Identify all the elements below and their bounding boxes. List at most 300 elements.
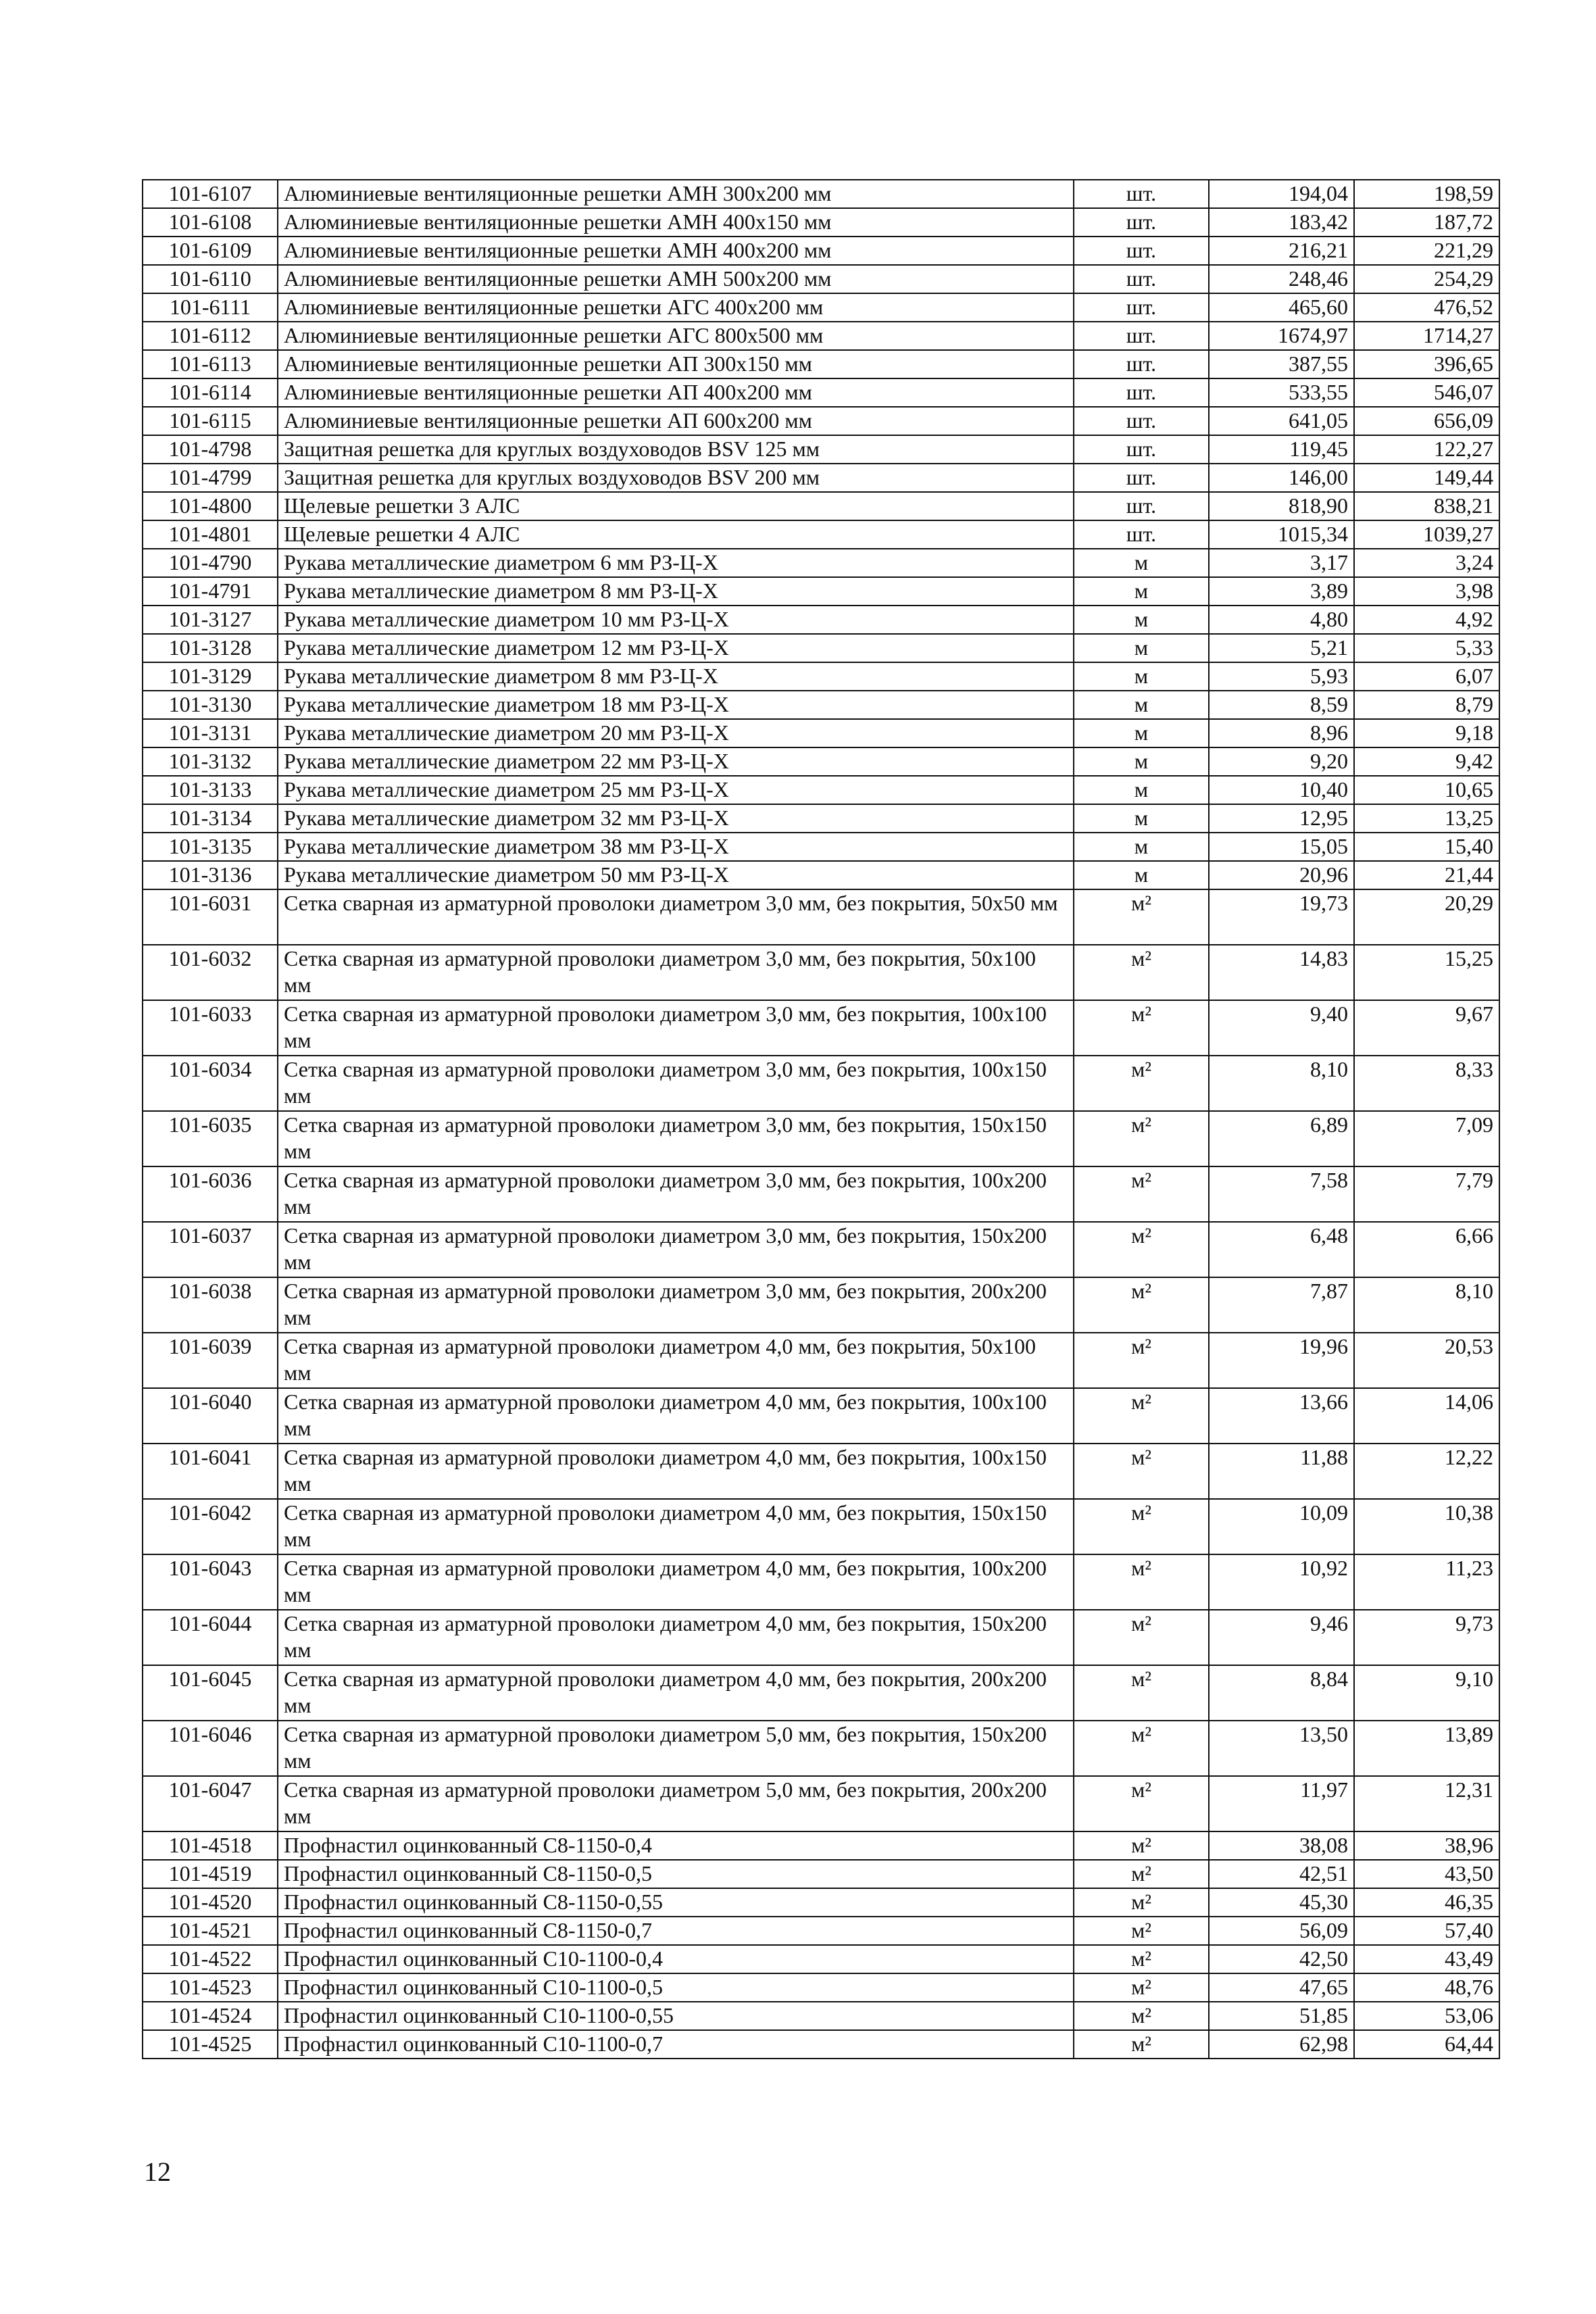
table-row	[143, 1945, 1499, 1973]
unit-cell: м²	[1074, 1388, 1209, 1444]
item-code-cell: 101-6115	[143, 407, 278, 435]
price-1-cell: 146,00	[1209, 464, 1354, 492]
price-1-cell: 641,05	[1209, 407, 1354, 435]
item-name-cell: Сетка сварная из арматурной проволоки диаметром 3,0 мм, без покрытия, 100x100 мм	[278, 1000, 1074, 1056]
price-1-cell: 4,80	[1209, 606, 1354, 634]
price-2-cell: 8,79	[1354, 691, 1499, 719]
item-name-cell: Защитная решетка для круглых воздуховодов BSV 200 мм	[278, 464, 1074, 492]
item-code-cell: 101-4522	[143, 1945, 278, 1973]
table-row	[143, 180, 1499, 208]
unit-cell: шт.	[1074, 180, 1209, 208]
table-row	[143, 2030, 1499, 2059]
unit-cell: м	[1074, 719, 1209, 747]
item-code-cell: 101-4524	[143, 2002, 278, 2030]
table-row	[143, 1277, 1499, 1333]
unit-cell: шт.	[1074, 520, 1209, 549]
item-code-cell: 101-6035	[143, 1111, 278, 1166]
price-2-cell: 11,23	[1354, 1554, 1499, 1610]
table-row	[143, 1333, 1499, 1388]
unit-cell: м²	[1074, 1222, 1209, 1277]
unit-cell: м²	[1074, 1973, 1209, 2002]
page-number: 12	[144, 2157, 171, 2187]
item-name-cell: Алюминиевые вентиляционные решетки АМН 300х200 мм	[278, 180, 1074, 208]
price-2-cell: 6,66	[1354, 1222, 1499, 1277]
price-2-cell: 9,42	[1354, 747, 1499, 776]
item-name-cell: Защитная решетка для круглых воздуховодов BSV 125 мм	[278, 435, 1074, 464]
price-1-cell: 15,05	[1209, 833, 1354, 861]
price-1-cell: 216,21	[1209, 237, 1354, 265]
table-row	[143, 691, 1499, 719]
table-row	[143, 1111, 1499, 1166]
unit-cell: м²	[1074, 1665, 1209, 1721]
item-code-cell: 101-4521	[143, 1917, 278, 1945]
item-name-cell: Алюминиевые вентиляционные решетки АП 600x200 мм	[278, 407, 1074, 435]
item-name-cell: Щелевые решетки 3 АЛС	[278, 492, 1074, 520]
price-2-cell: 4,92	[1354, 606, 1499, 634]
unit-cell: м²	[1074, 1333, 1209, 1388]
price-2-cell: 38,96	[1354, 1831, 1499, 1860]
price-2-cell: 48,76	[1354, 1973, 1499, 2002]
unit-cell: м	[1074, 634, 1209, 662]
item-name-cell: Рукава металлические диаметром 10 мм РЗ-Ц-Х	[278, 606, 1074, 634]
price-1-cell: 7,58	[1209, 1166, 1354, 1222]
item-name-cell: Сетка сварная из арматурной проволоки диаметром 4,0 мм, без покрытия, 100x100 мм	[278, 1388, 1074, 1444]
price-1-cell: 45,30	[1209, 1888, 1354, 1917]
price-2-cell: 20,53	[1354, 1333, 1499, 1388]
table-row	[143, 1973, 1499, 2002]
price-2-cell: 221,29	[1354, 237, 1499, 265]
item-name-cell: Профнастил оцинкованный С8-1150-0,55	[278, 1888, 1074, 1917]
price-1-cell: 20,96	[1209, 861, 1354, 889]
price-2-cell: 254,29	[1354, 265, 1499, 293]
unit-cell: м²	[1074, 1945, 1209, 1973]
price-2-cell: 3,98	[1354, 577, 1499, 606]
price-1-cell: 14,83	[1209, 945, 1354, 1000]
item-code-cell: 101-6032	[143, 945, 278, 1000]
item-code-cell: 101-6111	[143, 293, 278, 322]
item-code-cell: 101-3129	[143, 662, 278, 691]
item-code-cell: 101-4801	[143, 520, 278, 549]
item-code-cell: 101-6033	[143, 1000, 278, 1056]
price-2-cell: 9,10	[1354, 1665, 1499, 1721]
price-2-cell: 9,73	[1354, 1610, 1499, 1665]
price-1-cell: 8,59	[1209, 691, 1354, 719]
item-name-cell: Алюминиевые вентиляционные решетки АГС 800x500 мм	[278, 322, 1074, 350]
table-row	[143, 350, 1499, 378]
item-code-cell: 101-3133	[143, 776, 278, 804]
item-name-cell: Сетка сварная из арматурной проволоки диаметром 5,0 мм, без покрытия, 200x200 мм	[278, 1776, 1074, 1831]
unit-cell: шт.	[1074, 407, 1209, 435]
item-name-cell: Алюминиевые вентиляционные решетки АГС 400x200 мм	[278, 293, 1074, 322]
price-1-cell: 62,98	[1209, 2030, 1354, 2059]
unit-cell: м²	[1074, 1721, 1209, 1776]
item-name-cell: Рукава металлические диаметром 22 мм РЗ-Ц-Х	[278, 747, 1074, 776]
price-2-cell: 13,25	[1354, 804, 1499, 833]
table-row	[143, 776, 1499, 804]
price-1-cell: 5,93	[1209, 662, 1354, 691]
item-code-cell: 101-4523	[143, 1973, 278, 2002]
table-row	[143, 1444, 1499, 1499]
unit-cell: шт.	[1074, 350, 1209, 378]
price-2-cell: 396,65	[1354, 350, 1499, 378]
price-1-cell: 12,95	[1209, 804, 1354, 833]
item-name-cell: Сетка сварная из арматурной проволоки диаметром 5,0 мм, без покрытия, 150x200 мм	[278, 1721, 1074, 1776]
item-code-cell: 101-3128	[143, 634, 278, 662]
price-1-cell: 1674,97	[1209, 322, 1354, 350]
unit-cell: м²	[1074, 1166, 1209, 1222]
item-name-cell: Рукава металлические диаметром 12 мм РЗ-Ц-Х	[278, 634, 1074, 662]
price-1-cell: 1015,34	[1209, 520, 1354, 549]
item-code-cell: 101-6040	[143, 1388, 278, 1444]
table-row	[143, 606, 1499, 634]
item-code-cell: 101-6045	[143, 1665, 278, 1721]
item-code-cell: 101-4790	[143, 549, 278, 577]
table-row	[143, 293, 1499, 322]
item-name-cell: Рукава металлические диаметром 18 мм РЗ-Ц-Х	[278, 691, 1074, 719]
item-code-cell: 101-3130	[143, 691, 278, 719]
table-row	[143, 634, 1499, 662]
price-2-cell: 546,07	[1354, 378, 1499, 407]
table-row	[143, 1166, 1499, 1222]
unit-cell: шт.	[1074, 435, 1209, 464]
price-1-cell: 6,48	[1209, 1222, 1354, 1277]
item-code-cell: 101-6038	[143, 1277, 278, 1333]
unit-cell: м²	[1074, 2002, 1209, 2030]
table-row	[143, 889, 1499, 945]
price-1-cell: 47,65	[1209, 1973, 1354, 2002]
table-row	[143, 577, 1499, 606]
item-name-cell: Щелевые решетки 4 АЛС	[278, 520, 1074, 549]
unit-cell: м	[1074, 691, 1209, 719]
table-row	[143, 1860, 1499, 1888]
price-2-cell: 149,44	[1354, 464, 1499, 492]
table-row	[143, 1056, 1499, 1111]
unit-cell: м	[1074, 549, 1209, 577]
table-row	[143, 1222, 1499, 1277]
table-row	[143, 322, 1499, 350]
unit-cell: м²	[1074, 1277, 1209, 1333]
unit-cell: м²	[1074, 1917, 1209, 1945]
table-row	[143, 747, 1499, 776]
unit-cell: м²	[1074, 1056, 1209, 1111]
item-code-cell: 101-4518	[143, 1831, 278, 1860]
item-name-cell: Профнастил оцинкованный С10-1100-0,4	[278, 1945, 1074, 1973]
table-row	[143, 1831, 1499, 1860]
unit-cell: м²	[1074, 1831, 1209, 1860]
table-row	[143, 1388, 1499, 1444]
unit-cell: шт.	[1074, 378, 1209, 407]
item-code-cell: 101-6113	[143, 350, 278, 378]
item-code-cell: 101-3135	[143, 833, 278, 861]
price-2-cell: 1714,27	[1354, 322, 1499, 350]
price-2-cell: 7,09	[1354, 1111, 1499, 1166]
item-code-cell: 101-3132	[143, 747, 278, 776]
price-2-cell: 13,89	[1354, 1721, 1499, 1776]
table-row	[143, 1665, 1499, 1721]
unit-cell: шт.	[1074, 464, 1209, 492]
item-name-cell: Профнастил оцинкованный С10-1100-0,5	[278, 1973, 1074, 2002]
price-2-cell: 43,50	[1354, 1860, 1499, 1888]
item-name-cell: Сетка сварная из арматурной проволоки диаметром 4,0 мм, без покрытия, 200x200 мм	[278, 1665, 1074, 1721]
table-row	[143, 719, 1499, 747]
price-table	[142, 179, 1500, 2059]
price-2-cell: 5,33	[1354, 634, 1499, 662]
item-name-cell: Рукава металлические диаметром 50 мм РЗ-Ц-Х	[278, 861, 1074, 889]
table-row	[143, 861, 1499, 889]
item-name-cell: Алюминиевые вентиляционные решетки АМН 400x200 мм	[278, 237, 1074, 265]
price-2-cell: 14,06	[1354, 1388, 1499, 1444]
item-code-cell: 101-6036	[143, 1166, 278, 1222]
price-1-cell: 7,87	[1209, 1277, 1354, 1333]
item-name-cell: Профнастил оцинкованный С10-1100-0,55	[278, 2002, 1074, 2030]
price-2-cell: 187,72	[1354, 208, 1499, 237]
item-code-cell: 101-6107	[143, 180, 278, 208]
price-2-cell: 8,33	[1354, 1056, 1499, 1111]
price-1-cell: 42,50	[1209, 1945, 1354, 1973]
item-name-cell: Рукава металлические диаметром 8 мм РЗ-Ц-Х	[278, 662, 1074, 691]
unit-cell: м²	[1074, 945, 1209, 1000]
unit-cell: шт.	[1074, 208, 1209, 237]
price-2-cell: 122,27	[1354, 435, 1499, 464]
item-name-cell: Рукава металлические диаметром 38 мм РЗ-Ц-Х	[278, 833, 1074, 861]
item-code-cell: 101-4799	[143, 464, 278, 492]
item-code-cell: 101-6047	[143, 1776, 278, 1831]
price-1-cell: 10,92	[1209, 1554, 1354, 1610]
unit-cell: м²	[1074, 1776, 1209, 1831]
price-1-cell: 6,89	[1209, 1111, 1354, 1166]
item-name-cell: Алюминиевые вентиляционные решетки АМН 500x200 мм	[278, 265, 1074, 293]
item-code-cell: 101-6109	[143, 237, 278, 265]
unit-cell: м²	[1074, 1444, 1209, 1499]
item-code-cell: 101-6039	[143, 1333, 278, 1388]
item-name-cell: Профнастил оцинкованный С8-1150-0,4	[278, 1831, 1074, 1860]
table-row	[143, 804, 1499, 833]
item-code-cell: 101-6042	[143, 1499, 278, 1554]
table-row	[143, 407, 1499, 435]
item-code-cell: 101-4791	[143, 577, 278, 606]
price-2-cell: 12,31	[1354, 1776, 1499, 1831]
price-1-cell: 9,46	[1209, 1610, 1354, 1665]
price-1-cell: 10,40	[1209, 776, 1354, 804]
price-1-cell: 38,08	[1209, 1831, 1354, 1860]
price-2-cell: 12,22	[1354, 1444, 1499, 1499]
item-code-cell: 101-3136	[143, 861, 278, 889]
item-code-cell: 101-3131	[143, 719, 278, 747]
item-name-cell: Профнастил оцинкованный С8-1150-0,7	[278, 1917, 1074, 1945]
unit-cell: м²	[1074, 1610, 1209, 1665]
price-2-cell: 7,79	[1354, 1166, 1499, 1222]
table-row	[143, 265, 1499, 293]
price-1-cell: 13,50	[1209, 1721, 1354, 1776]
price-2-cell: 64,44	[1354, 2030, 1499, 2059]
price-2-cell: 10,65	[1354, 776, 1499, 804]
price-table-body	[143, 180, 1499, 2059]
table-row	[143, 2002, 1499, 2030]
item-name-cell: Алюминиевые вентиляционные решетки АМН 400x150 мм	[278, 208, 1074, 237]
table-row	[143, 1554, 1499, 1610]
unit-cell: м²	[1074, 1499, 1209, 1554]
item-name-cell: Рукава металлические диаметром 25 мм РЗ-Ц-Х	[278, 776, 1074, 804]
item-code-cell: 101-6043	[143, 1554, 278, 1610]
price-2-cell: 10,38	[1354, 1499, 1499, 1554]
item-name-cell: Сетка сварная из арматурной проволоки диаметром 3,0 мм, без покрытия, 50x50 мм	[278, 889, 1074, 945]
item-name-cell: Профнастил оцинкованный С10-1100-0,7	[278, 2030, 1074, 2059]
price-1-cell: 42,51	[1209, 1860, 1354, 1888]
item-name-cell: Рукава металлические диаметром 8 мм РЗ-Ц-Х	[278, 577, 1074, 606]
price-2-cell: 1039,27	[1354, 520, 1499, 549]
item-name-cell: Рукава металлические диаметром 20 мм РЗ-Ц-Х	[278, 719, 1074, 747]
item-code-cell: 101-6046	[143, 1721, 278, 1776]
price-1-cell: 8,84	[1209, 1665, 1354, 1721]
unit-cell: м	[1074, 833, 1209, 861]
item-name-cell: Сетка сварная из арматурной проволоки диаметром 4,0 мм, без покрытия, 150x200 мм	[278, 1610, 1074, 1665]
item-code-cell: 101-6034	[143, 1056, 278, 1111]
table-row	[143, 1499, 1499, 1554]
table-row	[143, 492, 1499, 520]
table-row	[143, 1610, 1499, 1665]
price-2-cell: 3,24	[1354, 549, 1499, 577]
unit-cell: м	[1074, 861, 1209, 889]
item-code-cell: 101-6112	[143, 322, 278, 350]
item-code-cell: 101-6114	[143, 378, 278, 407]
price-2-cell: 838,21	[1354, 492, 1499, 520]
table-row	[143, 464, 1499, 492]
price-2-cell: 43,49	[1354, 1945, 1499, 1973]
item-code-cell: 101-3127	[143, 606, 278, 634]
price-2-cell: 20,29	[1354, 889, 1499, 945]
price-1-cell: 5,21	[1209, 634, 1354, 662]
price-1-cell: 119,45	[1209, 435, 1354, 464]
price-2-cell: 9,67	[1354, 1000, 1499, 1056]
item-name-cell: Сетка сварная из арматурной проволоки диаметром 3,0 мм, без покрытия, 150x200 мм	[278, 1222, 1074, 1277]
item-name-cell: Сетка сварная из арматурной проволоки диаметром 4,0 мм, без покрытия, 100x200 мм	[278, 1554, 1074, 1610]
price-1-cell: 533,55	[1209, 378, 1354, 407]
item-name-cell: Сетка сварная из арматурной проволоки диаметром 3,0 мм, без покрытия, 150x150 мм	[278, 1111, 1074, 1166]
price-1-cell: 387,55	[1209, 350, 1354, 378]
unit-cell: м²	[1074, 889, 1209, 945]
item-code-cell: 101-3134	[143, 804, 278, 833]
item-name-cell: Сетка сварная из арматурной проволоки диаметром 3,0 мм, без покрытия, 50x100 мм	[278, 945, 1074, 1000]
price-2-cell: 6,07	[1354, 662, 1499, 691]
price-1-cell: 465,60	[1209, 293, 1354, 322]
item-code-cell: 101-4525	[143, 2030, 278, 2059]
unit-cell: м	[1074, 577, 1209, 606]
price-1-cell: 818,90	[1209, 492, 1354, 520]
item-code-cell: 101-6108	[143, 208, 278, 237]
price-1-cell: 183,42	[1209, 208, 1354, 237]
item-code-cell: 101-6041	[143, 1444, 278, 1499]
item-code-cell: 101-4798	[143, 435, 278, 464]
table-row	[143, 833, 1499, 861]
unit-cell: шт.	[1074, 293, 1209, 322]
unit-cell: м²	[1074, 1860, 1209, 1888]
unit-cell: м	[1074, 804, 1209, 833]
item-name-cell: Алюминиевые вентиляционные решетки АП 400x200 мм	[278, 378, 1074, 407]
price-2-cell: 15,25	[1354, 945, 1499, 1000]
price-2-cell: 21,44	[1354, 861, 1499, 889]
price-1-cell: 9,20	[1209, 747, 1354, 776]
item-name-cell: Профнастил оцинкованный С8-1150-0,5	[278, 1860, 1074, 1888]
unit-cell: шт.	[1074, 322, 1209, 350]
price-1-cell: 3,89	[1209, 577, 1354, 606]
table-row	[143, 945, 1499, 1000]
price-1-cell: 11,88	[1209, 1444, 1354, 1499]
price-1-cell: 8,10	[1209, 1056, 1354, 1111]
unit-cell: шт.	[1074, 265, 1209, 293]
unit-cell: м	[1074, 747, 1209, 776]
item-code-cell: 101-6044	[143, 1610, 278, 1665]
table-row	[143, 237, 1499, 265]
item-name-cell: Сетка сварная из арматурной проволоки диаметром 4,0 мм, без покрытия, 100x150 мм	[278, 1444, 1074, 1499]
price-1-cell: 3,17	[1209, 549, 1354, 577]
table-row	[143, 1917, 1499, 1945]
item-name-cell: Сетка сварная из арматурной проволоки диаметром 3,0 мм, без покрытия, 100x150 мм	[278, 1056, 1074, 1111]
item-name-cell: Алюминиевые вентиляционные решетки АП 300x150 мм	[278, 350, 1074, 378]
table-row	[143, 378, 1499, 407]
table-row	[143, 662, 1499, 691]
price-2-cell: 53,06	[1354, 2002, 1499, 2030]
table-row	[143, 1721, 1499, 1776]
unit-cell: шт.	[1074, 492, 1209, 520]
unit-cell: м²	[1074, 1111, 1209, 1166]
table-row	[143, 1000, 1499, 1056]
price-1-cell: 19,73	[1209, 889, 1354, 945]
item-code-cell: 101-4519	[143, 1860, 278, 1888]
price-2-cell: 46,35	[1354, 1888, 1499, 1917]
price-2-cell: 198,59	[1354, 180, 1499, 208]
unit-cell: м²	[1074, 2030, 1209, 2059]
price-1-cell: 56,09	[1209, 1917, 1354, 1945]
item-code-cell: 101-4520	[143, 1888, 278, 1917]
price-2-cell: 9,18	[1354, 719, 1499, 747]
price-1-cell: 8,96	[1209, 719, 1354, 747]
item-code-cell: 101-6031	[143, 889, 278, 945]
price-2-cell: 8,10	[1354, 1277, 1499, 1333]
unit-cell: м²	[1074, 1888, 1209, 1917]
item-name-cell: Сетка сварная из арматурной проволоки диаметром 3,0 мм, без покрытия, 100x200 мм	[278, 1166, 1074, 1222]
table-row	[143, 1888, 1499, 1917]
unit-cell: м	[1074, 606, 1209, 634]
table-row	[143, 520, 1499, 549]
item-code-cell: 101-6037	[143, 1222, 278, 1277]
unit-cell: м²	[1074, 1554, 1209, 1610]
price-1-cell: 248,46	[1209, 265, 1354, 293]
price-2-cell: 15,40	[1354, 833, 1499, 861]
item-name-cell: Рукава металлические диаметром 6 мм РЗ-Ц-Х	[278, 549, 1074, 577]
unit-cell: шт.	[1074, 237, 1209, 265]
price-1-cell: 19,96	[1209, 1333, 1354, 1388]
item-name-cell: Сетка сварная из арматурной проволоки диаметром 4,0 мм, без покрытия, 150x150 мм	[278, 1499, 1074, 1554]
price-1-cell: 11,97	[1209, 1776, 1354, 1831]
unit-cell: м²	[1074, 1000, 1209, 1056]
item-name-cell: Рукава металлические диаметром 32 мм РЗ-Ц-Х	[278, 804, 1074, 833]
price-2-cell: 476,52	[1354, 293, 1499, 322]
unit-cell: м	[1074, 662, 1209, 691]
table-row	[143, 435, 1499, 464]
item-code-cell: 101-4800	[143, 492, 278, 520]
unit-cell: м	[1074, 776, 1209, 804]
table-row	[143, 549, 1499, 577]
price-1-cell: 10,09	[1209, 1499, 1354, 1554]
item-name-cell: Сетка сварная из арматурной проволоки диаметром 3,0 мм, без покрытия, 200x200 мм	[278, 1277, 1074, 1333]
price-1-cell: 51,85	[1209, 2002, 1354, 2030]
table-row	[143, 208, 1499, 237]
price-2-cell: 656,09	[1354, 407, 1499, 435]
item-name-cell: Сетка сварная из арматурной проволоки диаметром 4,0 мм, без покрытия, 50x100 мм	[278, 1333, 1074, 1388]
price-1-cell: 9,40	[1209, 1000, 1354, 1056]
item-code-cell: 101-6110	[143, 265, 278, 293]
table-row	[143, 1776, 1499, 1831]
